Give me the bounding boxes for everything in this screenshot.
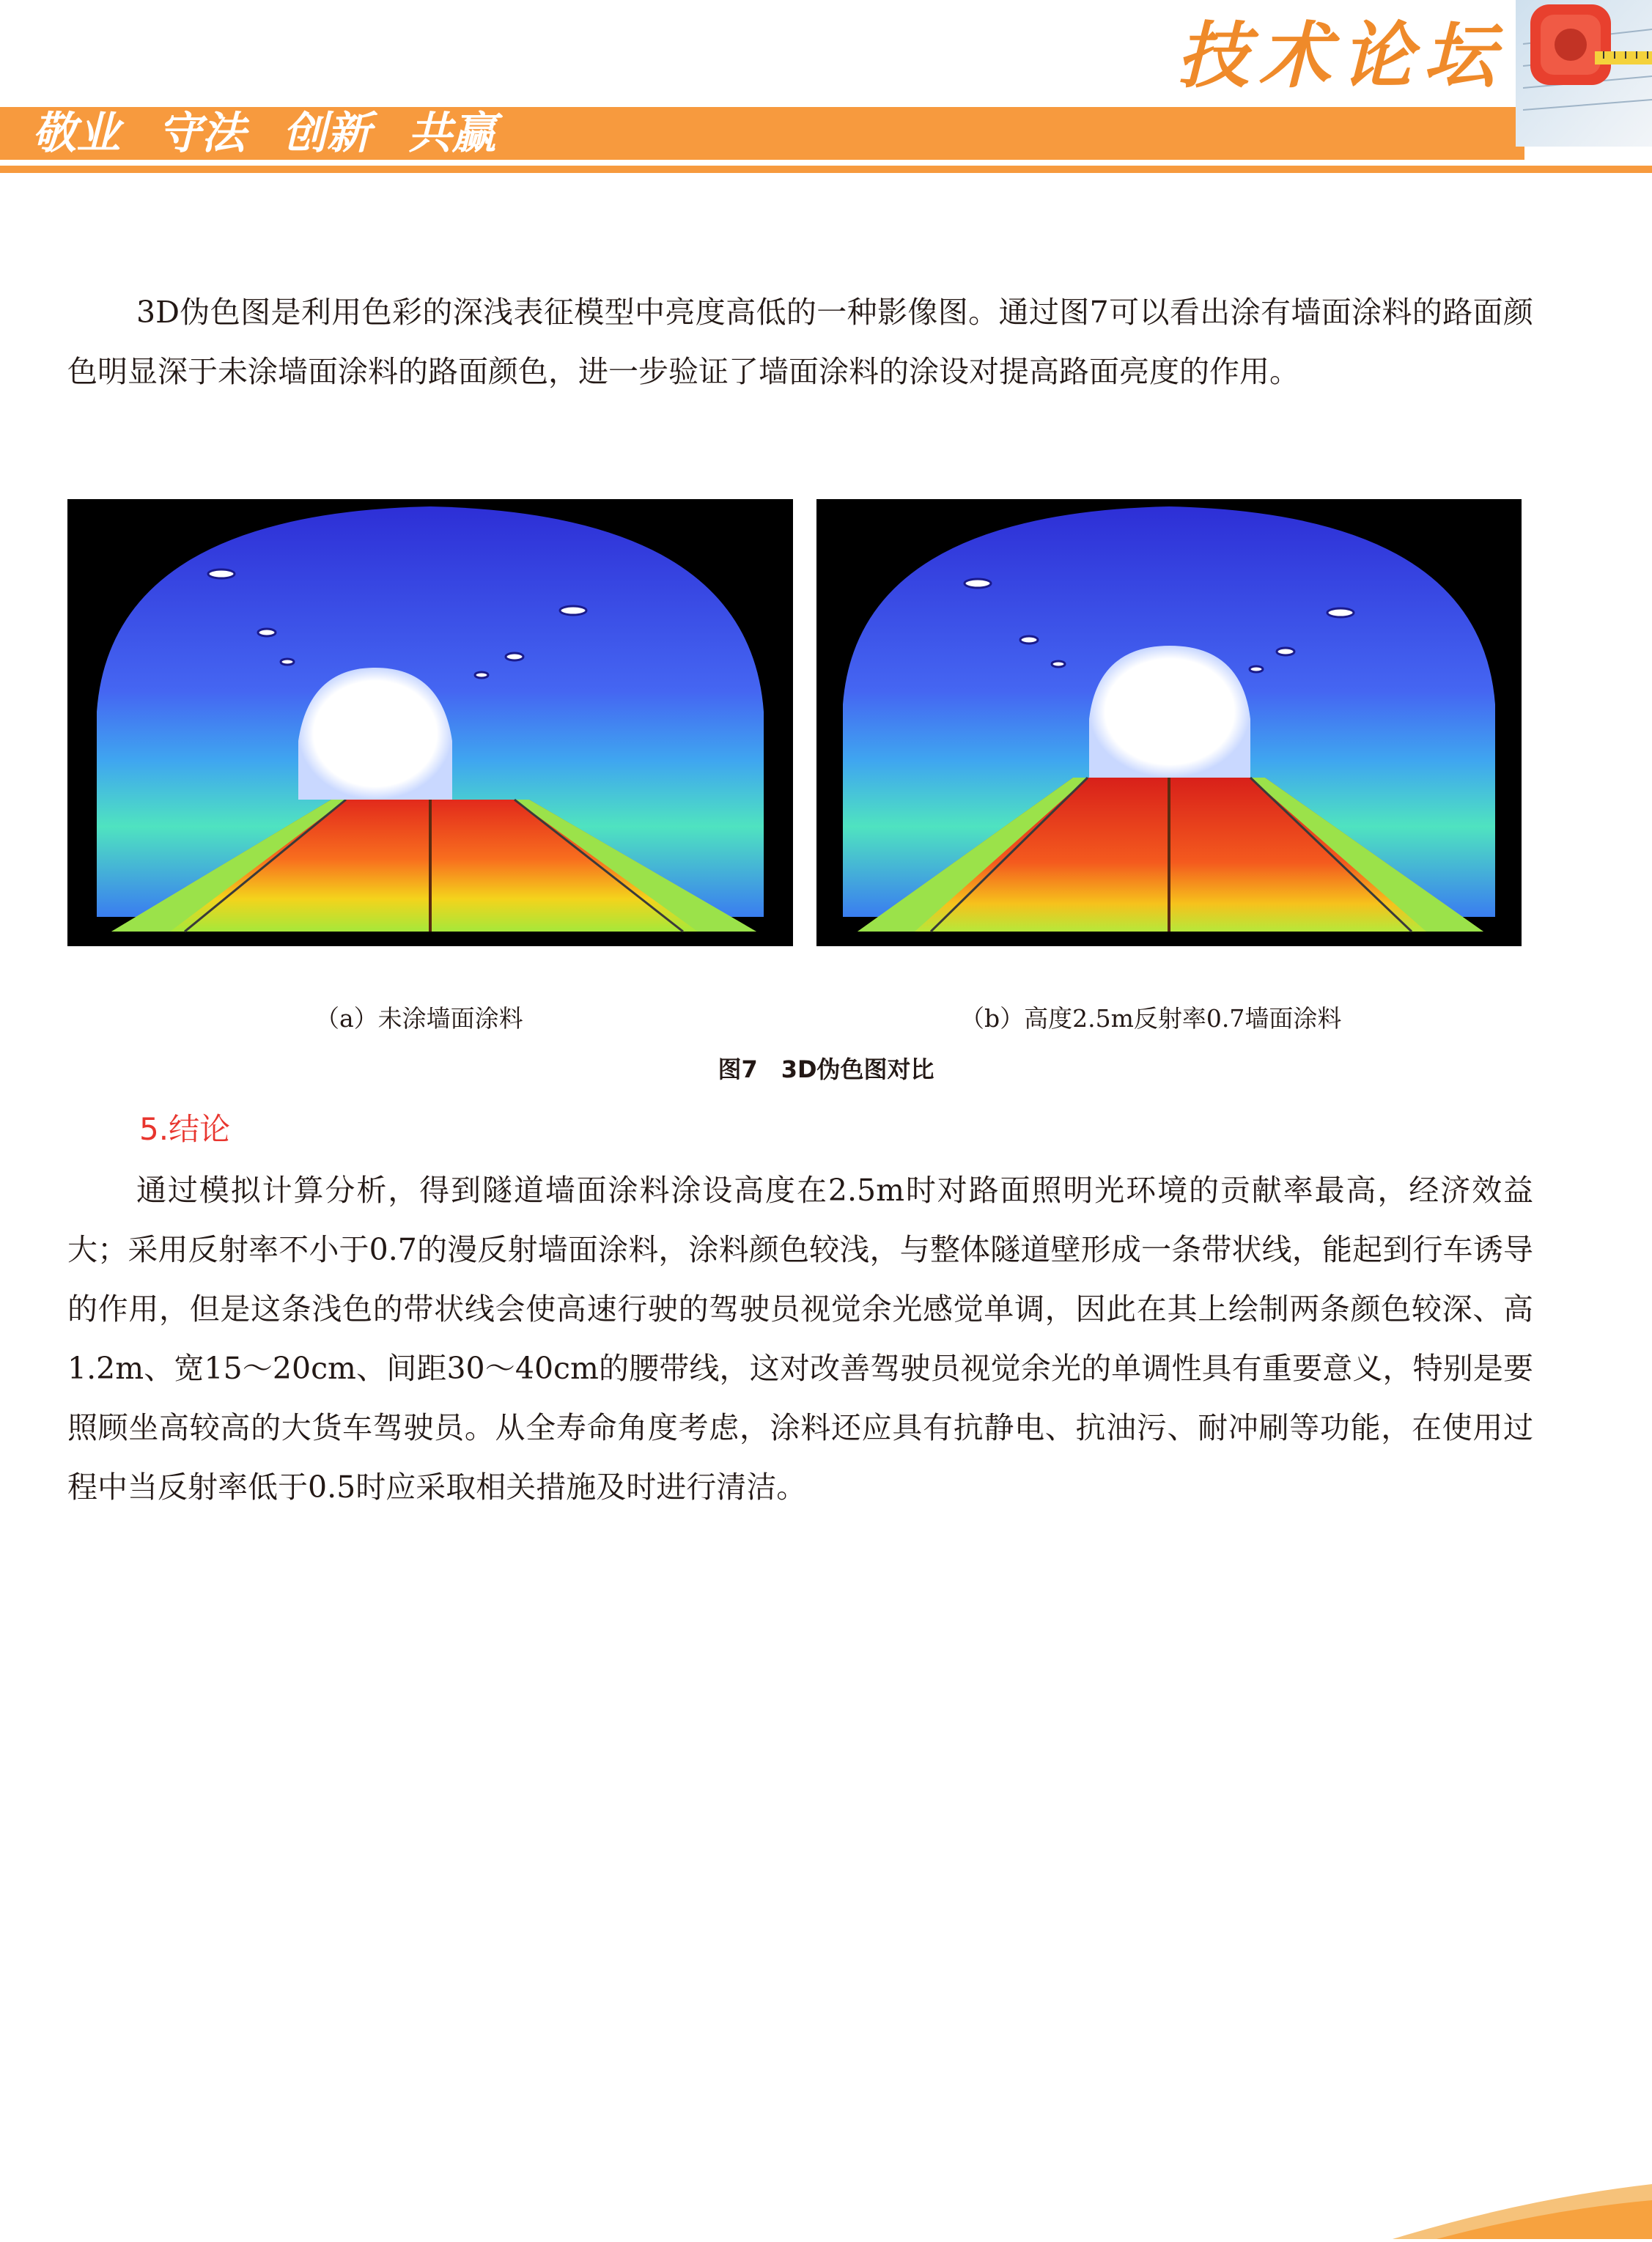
intro-paragraph: 3D伪色图是利用色彩的深浅表征模型中亮度高低的一种影像图。通过图7可以看出涂有墙面涂料的路面颜色明显深于未涂墙面涂料的路面颜色，进一步验证了墙面涂料的涂设对提高路面亮度的作用。 [67,295,1533,389]
tape-measure-icon [1516,0,1652,147]
header-rule [0,166,1652,173]
conclusion-paragraph: 通过模拟计算分析，得到隧道墙面涂料涂设高度在2.5m时对路面照明光环境的贡献率最高，经济效益大；采用反射率不小于0.7的漫反射墙面涂料，涂料颜色较浅，与整体隧道壁形成一条带状线，能起到行车诱导的作用，但是这条浅色的带状线会使高速行驶的驾驶员视觉余光感觉单调，因此在其上绘制两条颜色较深、高1.2m、宽15～20cm、间距30～40cm的腰带线，这对改善驾驶员视觉余光的单调性具有重要意义，特别是要照顾坐高较高的大货车驾驶员。从全寿命角度考虑，涂料还应具有抗静电、抗油污、耐冲刷等功能，在使用过程中当反射率低于0.5时应采取相关措施及时进行清洁。 [67,1173,1533,1505]
section-heading: 5.结论 [139,1111,231,1147]
figure-title: 图7 3D伪色图对比 [718,1055,934,1083]
figure-caption-b: （b）高度2.5m反射率0.7墙面涂料 [960,1004,1342,1033]
tunnel-false-color-image-b [816,499,1522,946]
tunnel-false-color-image-a [67,499,793,946]
footer-swoosh [1393,2177,1652,2239]
header-slogan: 敬业 守法 创新 共赢 [32,108,496,159]
column-title: 技术论坛 [1176,15,1505,98]
figure-caption-a: （a）未涂墙面涂料 [315,1004,523,1033]
